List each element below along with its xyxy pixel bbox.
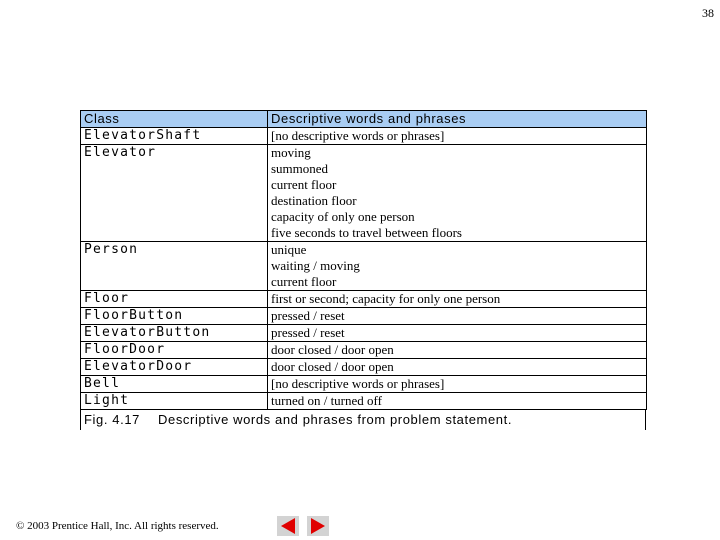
description-line: [no descriptive words or phrases] [271, 376, 445, 391]
class-name-cell: FloorDoor [81, 342, 268, 359]
description-line: turned on / turned off [271, 393, 382, 408]
descriptions-cell [268, 376, 647, 393]
description-line: current floor [271, 274, 337, 289]
class-name-cell: ElevatorDoor [81, 359, 268, 376]
table-row [81, 393, 647, 410]
page-number: 38 [702, 6, 714, 20]
table-row [81, 145, 647, 242]
descriptions-cell [268, 308, 647, 325]
class-name-cell: Elevator [81, 145, 268, 242]
descriptions-cell [268, 145, 647, 242]
descriptions-cell [268, 342, 647, 359]
slide-navigation [277, 516, 329, 536]
descriptions-cell [268, 128, 647, 145]
descriptions-cell [268, 242, 647, 291]
description-line: first or second; capacity for only one person [271, 291, 501, 306]
description-line: summoned [271, 161, 329, 176]
figure-label: Fig. 4.17 [84, 412, 140, 427]
table-header-row [81, 111, 647, 128]
class-name-cell: Floor [81, 291, 268, 308]
figure-caption [80, 410, 646, 430]
descriptions-cell [268, 291, 647, 308]
description-line: door closed / door open [271, 342, 394, 357]
table-row [81, 325, 647, 342]
table-body [81, 128, 647, 410]
table-row [81, 291, 647, 308]
header-descriptions: Descriptive words and phrases [268, 111, 647, 128]
table-row [81, 242, 647, 291]
class-name-cell: Light [81, 393, 268, 410]
description-line: five seconds to travel between floors [271, 225, 462, 240]
class-name-cell: ElevatorShaft [81, 128, 268, 145]
previous-slide-button[interactable] [277, 516, 299, 536]
descriptions-cell [268, 359, 647, 376]
class-name-cell: ElevatorButton [81, 325, 268, 342]
description-line: destination floor [271, 193, 357, 208]
description-line: capacity of only one person [271, 209, 415, 224]
table-row [81, 308, 647, 325]
descriptions-cell [268, 393, 647, 410]
description-line: waiting / moving [271, 258, 360, 273]
table-row [81, 359, 647, 376]
table-row [81, 128, 647, 145]
class-name-cell: Bell [81, 376, 268, 393]
descriptive-words-table-container [80, 110, 646, 430]
description-line: unique [271, 242, 307, 257]
description-line: pressed / reset [271, 308, 345, 323]
description-line: current floor [271, 177, 337, 192]
class-name-cell: FloorButton [81, 308, 268, 325]
triangle-right-icon [311, 518, 325, 534]
description-line: moving [271, 145, 311, 160]
descriptions-cell [268, 325, 647, 342]
class-name-cell: Person [81, 242, 268, 291]
description-line: door closed / door open [271, 359, 394, 374]
next-slide-button[interactable] [307, 516, 329, 536]
table-row [81, 342, 647, 359]
descriptive-words-table [80, 110, 647, 410]
figure-caption-text: Descriptive words and phrases from problem statement. [158, 412, 513, 427]
header-class: Class [81, 111, 268, 128]
description-line: pressed / reset [271, 325, 345, 340]
table-row [81, 376, 647, 393]
triangle-left-icon [281, 518, 295, 534]
description-line: [no descriptive words or phrases] [271, 128, 445, 143]
copyright-footer: © 2003 Prentice Hall, Inc. All rights reserved. [16, 520, 219, 532]
